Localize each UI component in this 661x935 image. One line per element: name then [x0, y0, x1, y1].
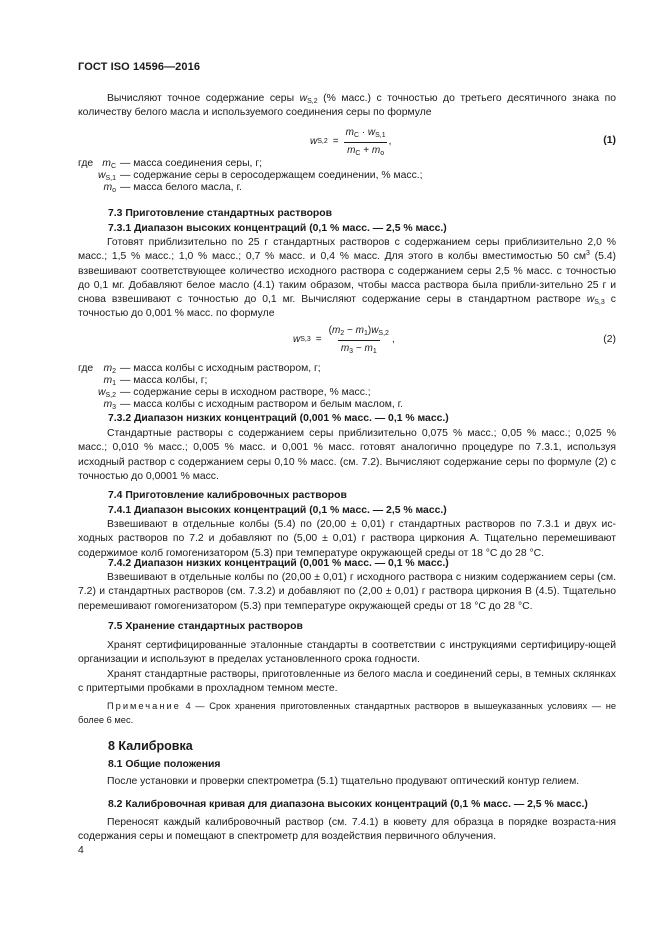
section-7-3-2-text: Стандартные растворы с содержанием серы приблизительно 0,075 % масс.; 0,05 % масс.; 0,025 % масс.; 0,010 % масс.; 0,005 % масс. и 0,001 % масс. готовят аналогично процедуре по 7.3.1, используя исходный раствор с содержанием серы 0,10 % масс. (см. 7.2). Вычисляют содержание серы по формуле (2) с точностью до 0,0001 % масс. [78, 428, 616, 482]
section-7-4-1-text: Взвешивают в отдельные колбы (5.4) по (20,00 ± 0,01) г стандартных растворов по 7.3.1 и двух ис-ходных растворов по 7.2 и добавляют по (5,00 ± 0,01) г раствора циркония А. Тщательно перемешивают содержимое колб гомогенизатором (5.3) при температуре окружающей среды от 18 °С до 28 °С. [78, 519, 616, 559]
section-8-2-text: Переносят каждый калибровочный раствор (см. 7.4.1) в кювету для образца в порядке возраста-ния содержания серы и помещают в спектрометр для воздействия первичного облучения. [78, 817, 616, 843]
section-7-5-title: 7.5 Хранение стандартных растворов [108, 621, 303, 632]
section-8-2-title: 8.2 Калибровочная кривая для диапазона высоких концентраций (0,1 % масс. — 2,5 % масс.) [108, 799, 588, 810]
section-7-4-1-title: 7.4.1 Диапазон высоких концентраций (0,1 % масс. — 2,5 % масс.) [108, 505, 447, 516]
section-8-1-text: После установки и проверки спектрометра (5.1) тщательно продувают оптический контур гелием. [107, 776, 580, 787]
note-4: Примечание 4 — Срок хранения приготовленных стандартных растворов в вышеуказанных условиях — не более 6 мес. [78, 701, 616, 726]
def-row: $w_{S,2}$ — содержание серы в исходном растворе, % масс.; [97, 387, 371, 399]
section-8-1-title: 8.1 Общие положения [108, 759, 221, 770]
def-row: $w_{S,1}$ — содержание серы в серосодержащем соединении, % масс.; [97, 170, 423, 182]
definitions-1 [78, 157, 616, 193]
formula-1: w S,2 = $\frac{m_C \cdot w_{S,1}}{m_C + m_o}$ , (1) [310, 127, 616, 157]
section-7-5-text-2: Хранят стандартные растворы, приготовленные из белого масла и соединений серы, в темных склянках с притертыми пробками в прохладном темном месте. [78, 669, 616, 695]
section-7-3-2-title: 7.3.2 Диапазон низких концентраций (0,001 % масс. — 0,1 % масс.) [108, 413, 449, 424]
section-7-4-2-title: 7.4.2 Диапазон низких концентраций (0,001 % масс. — 0,1 % масс.) [108, 558, 449, 569]
formula-2: w S,3 = $\frac{(m_2 - m_1)w_{S,2}}{m_3 - m_1}$ , (2) [293, 325, 616, 355]
def-row: $m_3$ — масса колбы с исходным раствором и белым маслом, г. [103, 399, 404, 411]
section-7-3-1-text: Готовят приблизительно по 25 г стандартных растворов с содержанием серы приблизительно 2,0 % масс.; 1,5 % масс.; 1,0 % масс.; 0,7 % масс. и 0,4 % масс. Для этого в колбы вместимостью 50 $см^3$ (5.4) взвешивают соответствующее количество исходного раствора с содержанием серы 2,5 % масс. с точностью до 0,1 мг. Добавляют белое масло (4.1) таким образом, чтобы масса раствора была прибли-зительно 25 г и снова взвешивают с точностью до 0,1 мг. Вычисляют содержание серы в стандартном растворе $w_{S,3}$ с точностью до 0,001 % масс. по формуле [78, 237, 616, 320]
section-7-5-text-1: Хранят сертифицированные эталонные стандарты в соответствии с инструкциями сертифициру-ющей организации и используют в пределах установленного срока годности. [78, 640, 616, 666]
formula-1-number: (1) [603, 135, 616, 146]
section-7-4-title: 7.4 Приготовление калибровочных растворов [108, 490, 347, 501]
section-7-3-1-title: 7.3.1 Диапазон высоких концентраций (0,1 % масс. — 2,5 % масс.) [108, 223, 447, 234]
page-number: 4 [78, 845, 84, 856]
section-8-title: 8 Калибровка [108, 739, 193, 753]
def-row: $m_1$ — масса колбы, г; [103, 375, 208, 387]
definitions-2 [78, 362, 616, 410]
def-row: где $m_C$ — масса соединения серы, г; [78, 158, 263, 170]
def-row: $m_o$ — масса белого масла, г. [103, 182, 242, 194]
def-row: где $m_2$ — масса колбы с исходным раствором, г; [78, 363, 321, 375]
intro-paragraph: Вычисляют точное содержание серы $w_{S,2}$ (% масс.) с точностью до третьего десятичного знака по количеству белого масла и используемого соединения серы по формуле [78, 93, 616, 119]
section-7-3-title: 7.3 Приготовление стандартных растворов [108, 208, 333, 219]
section-7-4-2-text: Взвешивают в отдельные колбы по (20,00 ± 0,01) г исходного раствора с низким содержанием серы (см. 7.2) и стандартных растворов (см. 7.3.2) и добавляют по (2,00 ± 0,01) г раствора циркония В (4.5). Тщательно перемешивают гомогенизатором (5.3) при температуре окружающей среды от 18 °С до 28 °С. [78, 572, 616, 612]
formula-2-number: (2) [603, 334, 616, 345]
page-header: ГОСТ ISO 14596—2016 [78, 61, 201, 73]
